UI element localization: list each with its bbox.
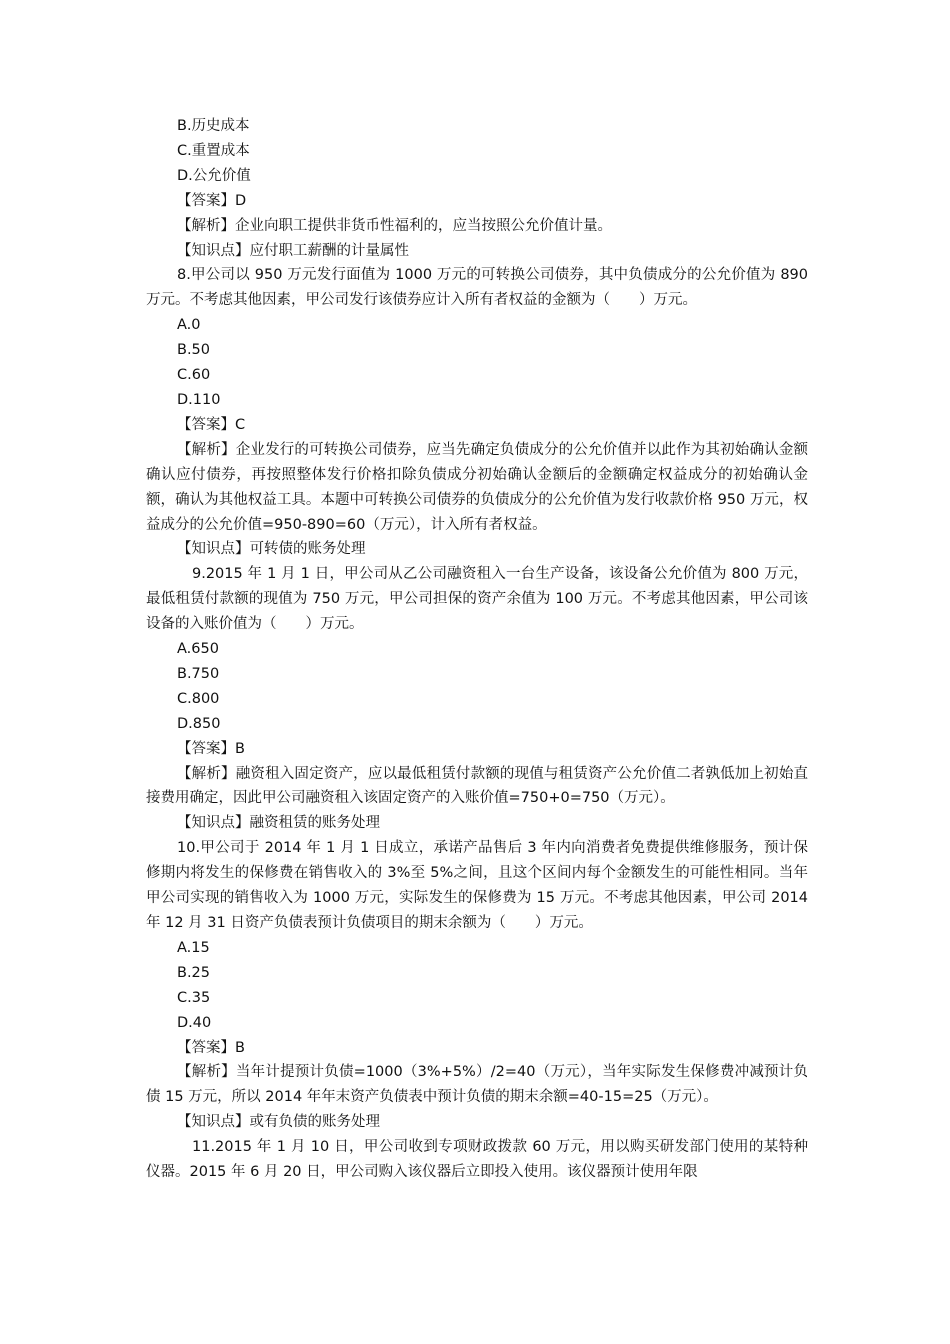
text-line: D.公允价值	[177, 167, 251, 184]
text-line: D.110	[177, 391, 221, 408]
text-line: D.40	[177, 1014, 212, 1031]
text-line: 【答案】C	[177, 416, 246, 433]
text-line: 【解析】当年计提预计负债=1000（3%+5%）/2=40（万元），当年实际发生保修费冲减预计负债 15 万元，所以 2014 年年末资产负债表中预计负债的期末余额=40-15=25（万元）。	[146, 1064, 808, 1106]
text-line: 8.甲公司以 950 万元发行面值为 1000 万元的可转换公司债券，其中负债成分的公允价值为 890 万元。不考虑其他因素，甲公司发行该债券应计入所有者权益的金额为（ ）万元。	[146, 267, 808, 309]
text-line: 11.2015 年 1 月 10 日，甲公司收到专项财政拨款 60 万元，用以购买研发部门使用的某特种仪器。2015 年 6 月 20 日，甲公司购入该仪器后立即投入使用。该仪器预计使用年限	[146, 1139, 808, 1181]
text-line: 10.甲公司于 2014 年 1 月 1 日成立，承诺产品售后 3 年内向消费者免费提供维修服务，预计保修期内将发生的保修费在销售收入的 3%至 5%之间，且这个区间内每个金额发生的可能性相同。当年甲公司实现的销售收入为 1000 万元，实际发生的保修费为 15 万元。不考虑其他因素，甲公司 2014 年 12 月 31 日资产负债表预计负债项目的期末余额为（ ）万元。	[146, 840, 808, 931]
text-line: B.750	[177, 665, 220, 682]
text-line: 【知识点】可转债的账务处理	[177, 541, 366, 558]
text-line: C.800	[177, 690, 220, 707]
text-line: 【答案】D	[177, 192, 247, 209]
text-line: A.650	[177, 641, 219, 658]
exam-text	[146, 114, 808, 1185]
text-line: 【答案】B	[177, 740, 245, 757]
text-line: 【解析】企业发行的可转换公司债券，应当先确定负债成分的公允价值并以此作为其初始确认金额确认应付债券，再按照整体发行价格扣除负债成分初始确认金额后的金额确定权益成分的初始确认金额，确认为其他权益工具。本题中可转换公司债券的负债成分的公允价值为发行收款价格 950 万元，权益成分的公允价值=950-890=60（万元），计入所有者权益。	[146, 441, 808, 533]
text-line: A.15	[177, 939, 210, 956]
text-line: 【解析】融资租入固定资产，应以最低租赁付款额的现值与租赁资产公允价值二者孰低加上初始直接费用确定，因此甲公司融资租入该固定资产的入账价值=750+0=750（万元）。	[146, 765, 808, 807]
text-line: 【知识点】或有负债的账务处理	[177, 1114, 380, 1131]
text-line: D.850	[177, 715, 221, 732]
text-line: B.25	[177, 964, 211, 981]
text-line: B.历史成本	[177, 118, 250, 134]
text-line: C.重置成本	[177, 142, 250, 159]
text-line: 【知识点】融资租赁的账务处理	[177, 815, 380, 832]
text-line: A.0	[177, 317, 201, 334]
text-line: 【解析】企业向职工提供非货币性福利的，应当按照公允价值计量。	[177, 217, 612, 234]
text-line: C.60	[177, 367, 211, 384]
text-line: B.50	[177, 342, 211, 359]
text-line: 【答案】B	[177, 1039, 245, 1056]
text-line: C.35	[177, 989, 211, 1006]
text-line: 9.2015 年 1 月 1 日，甲公司从乙公司融资租入一台生产设备，该设备公允价值为 800 万元，最低租赁付款额的现值为 750 万元，甲公司担保的资产余值为 100 万元。不考虑其他因素，甲公司该设备的入账价值为（ ）万元。	[146, 566, 808, 633]
text-line: 【知识点】应付职工薪酬的计量属性	[177, 242, 409, 259]
